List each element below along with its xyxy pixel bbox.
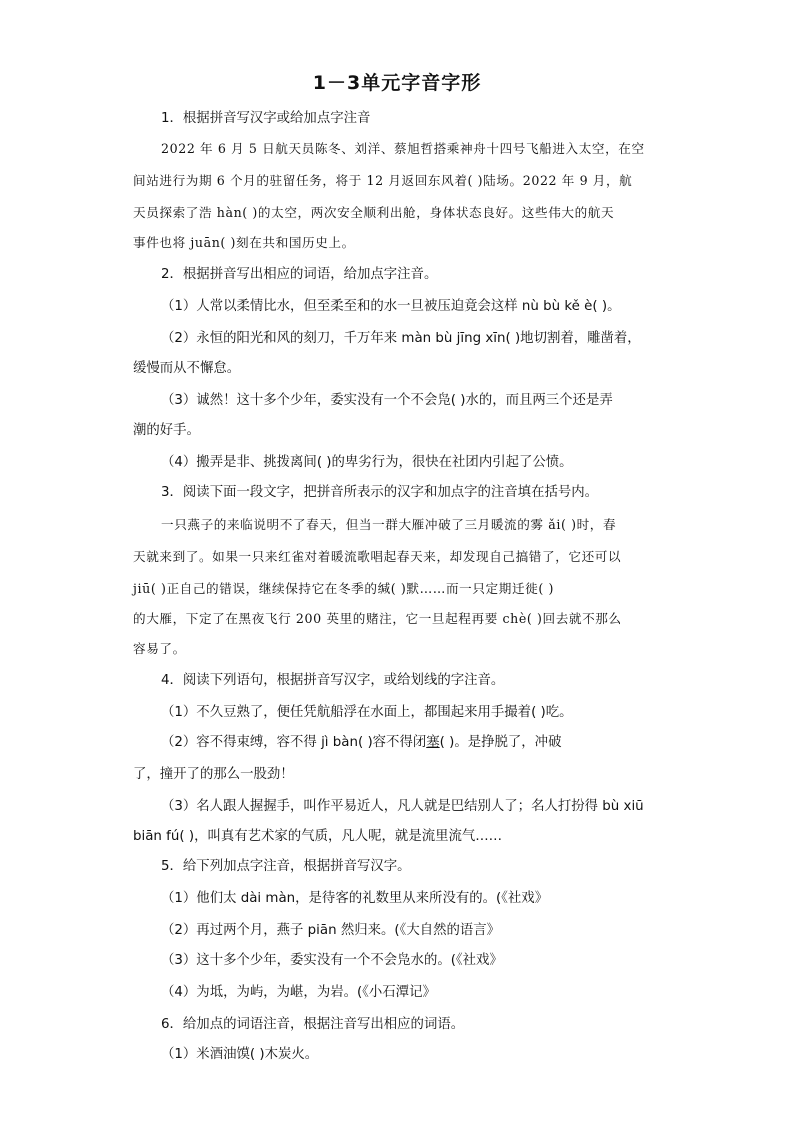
q4-item-continued: biān fú( )，叫真有艺术家的气质，凡人呢，就是流里流气…… — [133, 829, 503, 844]
q3-line: 容易了。 — [133, 641, 186, 656]
q1-line: 间站进行为期 6 个月的驻留任务，将于 12 月返回东风着( )陆场。2022 年 9 月，航 — [133, 173, 633, 188]
q4-item-continued: 了，撞开了的那么一股劲！ — [133, 767, 294, 782]
q3-line: 天就来到了。如果一只来红雀对着暖流歌唱起春天来，却发现自己搞错了，它还可以 — [133, 549, 622, 564]
q4-item2-text: ( )。是挣脱了，冲破 — [439, 735, 562, 750]
q4-item — [161, 734, 561, 752]
q2-item: （2）永恒的阳光和风的刻刀，千万年来 màn bù jīng xīn( )地切割着，雕凿着， — [161, 331, 641, 346]
q1-heading: 1．根据拼音写汉字或给加点字注音 — [161, 111, 371, 126]
q3-line: 的大雁，下定了在黑夜飞行 200 英里的赌注，它一旦起程再要 chè( )回去就不那么 — [133, 611, 622, 626]
q5-item: （3）这十多个少年，委实没有一个不会凫水的。(《社戏》 — [161, 953, 503, 968]
q2-item-continued: 潮的好手。 — [133, 423, 200, 438]
q5-item: （1）他们太 dài màn，是待客的礼数里从来所没有的。(《社戏》 — [161, 891, 549, 906]
q2-item: （4）搬弄是非、挑拨离间( )的卑劣行为，很快在社团内引起了公愤。 — [161, 455, 573, 470]
q1-line: 2022 年 6 月 5 日航天员陈冬、刘洋、蔡旭哲搭乘神舟十四号飞船进入太空，在空 — [161, 141, 645, 156]
q4-item: （1）不久豆熟了，便任凭航船浮在水面上，都围起来用手撮着( )吃。 — [161, 705, 573, 720]
q4-heading: 4．阅读下列语句，根据拼音写汉字，或给划线的字注音。 — [161, 673, 505, 688]
q4-item2-text: （2）容不得束缚，容不得 jì bàn( )容不得闭 — [161, 735, 427, 750]
q3-line: 一只燕子的来临说明不了春天，但当一群大雁冲破了三月暖流的雾 ǎi( )时，春 — [161, 517, 617, 532]
q2-item-continued: 缓慢而从不懈怠。 — [133, 361, 241, 376]
q6-item: （1）米酒油馍( )木炭火。 — [161, 1047, 319, 1062]
q6-heading: 6．给加点的词语注音，根据注音写出相应的词语。 — [161, 1017, 465, 1032]
q1-line: 天员探索了浩 hàn( )的太空，两次安全顺利出舱，身体状态良好。这些伟大的航天 — [133, 205, 615, 220]
q2-item: （1）人常以柔情比水，但至柔至和的水一旦被压迫竟会这样 nù bù kě è( )。 — [161, 299, 621, 314]
q2-item: （3）诚然！这十多个少年，委实没有一个不会凫( )水的，而且两三个还是弄 — [161, 393, 613, 408]
q4-item: （3）名人跟人握握手，叫作平易近人，凡人就是巴结别人了；名人打扮得 bù xiū — [161, 799, 644, 814]
q5-item: （2）再过两个月，燕子 piān 然归来。(《大自然的语言》 — [161, 923, 501, 938]
q2-heading: 2．根据拼音写出相应的词语，给加点字注音。 — [161, 267, 438, 282]
q3-line: jiū( )正自己的错误，继续保持它在冬季的缄( )默……而一只定期迁徙( ) — [133, 581, 554, 596]
q5-heading: 5．给下列加点字注音，根据拼音写汉字。 — [161, 859, 411, 874]
q1-line: 事件也将 juān( )刻在共和国历史上。 — [133, 235, 355, 250]
q3-heading: 3．阅读下面一段文字，把拼音所表示的汉字和加点字的注音填在括号内。 — [161, 485, 599, 500]
q5-item: （4）为坻，为屿，为嵁，为岩。(《小石潭记》 — [161, 985, 436, 1000]
underlined-char: 塞 — [426, 735, 440, 750]
page-title: 1－3单元字音字形 — [312, 72, 482, 94]
